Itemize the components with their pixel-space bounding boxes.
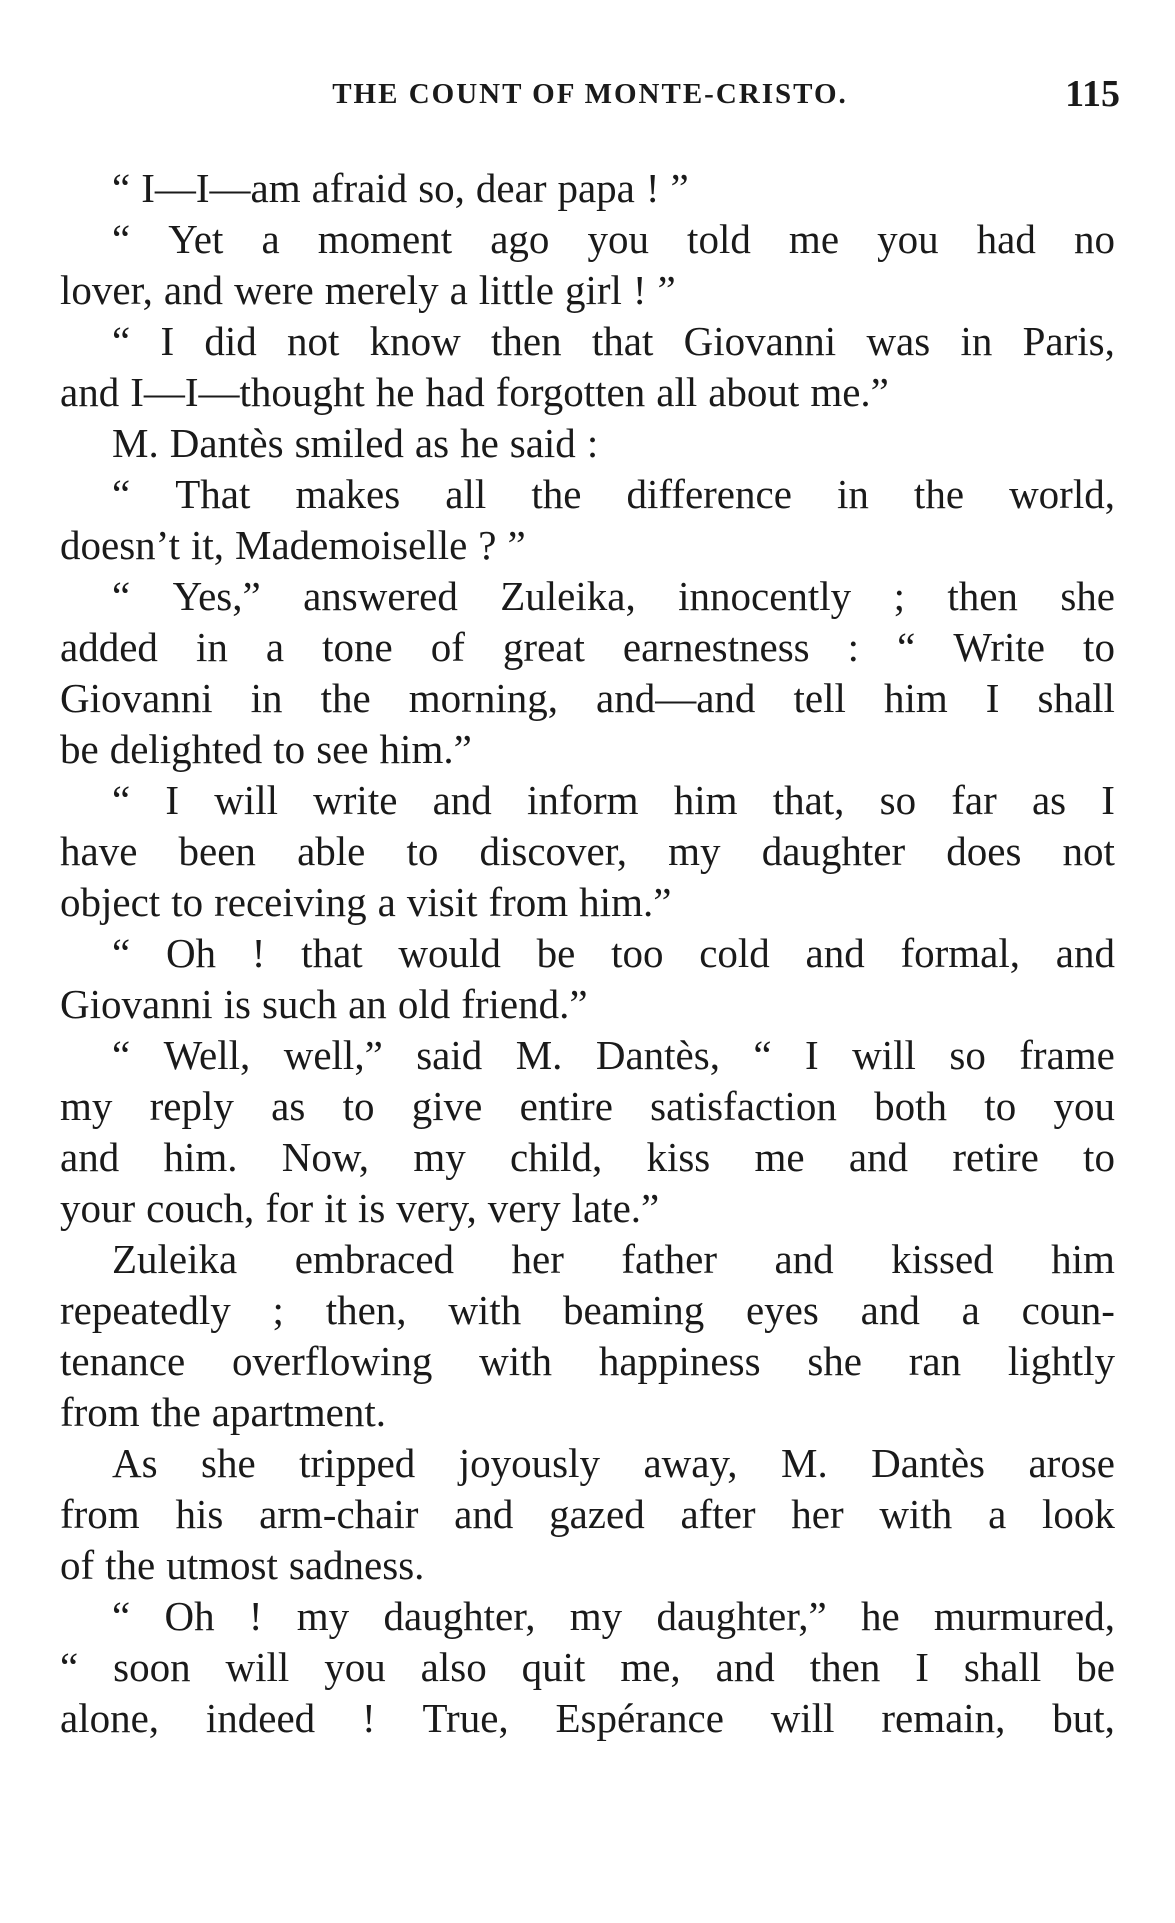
text-line [60, 163, 1115, 214]
word: and [774, 1236, 834, 1282]
word: Espérance [555, 1695, 724, 1741]
word: and [163, 267, 224, 313]
word: my [569, 1593, 623, 1639]
word: him [883, 675, 948, 721]
word: his [175, 1491, 224, 1537]
word: that, [772, 777, 845, 823]
word: delighted [109, 726, 263, 772]
word: old [397, 981, 451, 1027]
word: he [375, 369, 415, 415]
word: to [342, 1083, 375, 1129]
running-title: THE COUNT OF MONTE-CRISTO. [332, 78, 848, 110]
text-line [60, 775, 1115, 826]
word: able [297, 828, 366, 874]
word: an [348, 981, 387, 1027]
word: earnestness [622, 624, 810, 670]
text-line [60, 571, 1115, 622]
text-line [60, 469, 1115, 520]
word: I [165, 777, 180, 823]
word: to [1083, 624, 1115, 670]
text-line [60, 928, 1115, 979]
word: he [860, 1593, 900, 1639]
word: shall [1037, 675, 1115, 721]
word: smiled [294, 420, 404, 466]
word: and [60, 369, 120, 415]
word: about [708, 369, 800, 415]
word: all [445, 471, 487, 517]
text-line [60, 1387, 1115, 1438]
word: your [60, 1185, 136, 1231]
word: the [531, 471, 582, 517]
word: “ [112, 318, 131, 364]
word: very [487, 1185, 561, 1231]
text-line [60, 1234, 1115, 1285]
word: coun- [1021, 1287, 1115, 1333]
word: you [877, 216, 939, 262]
word: ago [490, 216, 550, 262]
text-line [60, 1489, 1115, 1540]
word: then, [325, 1287, 407, 1333]
word: that [301, 930, 363, 976]
word: to [273, 726, 306, 772]
word: I [985, 675, 1000, 721]
word: ! [645, 165, 660, 211]
word: been [178, 828, 256, 874]
word: I [160, 318, 175, 364]
word: Well, [163, 1032, 251, 1078]
word: object [60, 879, 161, 925]
word: so [949, 1032, 986, 1078]
word: in [836, 471, 869, 517]
text-line [60, 1591, 1115, 1642]
word: a [961, 1287, 980, 1333]
word: ran [908, 1338, 962, 1384]
word: ! [361, 1695, 376, 1741]
word: my [668, 828, 721, 874]
word: and [454, 1491, 514, 1537]
word: forgotten [495, 369, 646, 415]
word: him.” [579, 879, 672, 925]
word: was [866, 318, 931, 364]
word: look [1042, 1491, 1115, 1537]
word: would [398, 930, 501, 976]
word: him [673, 777, 738, 823]
word: apartment. [211, 1389, 386, 1435]
word: Dantès [871, 1440, 986, 1486]
word: the [320, 675, 371, 721]
word: indeed [205, 1695, 316, 1741]
word: I [1101, 777, 1115, 823]
word: ; [893, 573, 905, 619]
word: of [430, 624, 465, 670]
word: a [265, 624, 285, 670]
word: “ [112, 471, 131, 517]
word: entire [519, 1083, 613, 1129]
word: tone [322, 624, 393, 670]
word: you [587, 216, 649, 262]
word: friend.” [461, 981, 588, 1027]
word: embraced [294, 1236, 455, 1282]
word: my [296, 1593, 350, 1639]
word: lightly [1007, 1338, 1115, 1384]
word: Yes,” [172, 573, 261, 619]
word: sadness. [288, 1542, 425, 1588]
word: papa [557, 165, 635, 211]
word: M. [112, 420, 159, 466]
word: so, [418, 165, 465, 211]
word: had [976, 216, 1036, 262]
text-line [60, 1030, 1115, 1081]
word: doesn’t [60, 522, 180, 568]
word: ” [507, 522, 526, 568]
word: with [479, 1338, 553, 1384]
word: but, [1052, 1695, 1115, 1741]
word: formal, [900, 930, 1021, 976]
word: I [805, 1032, 819, 1078]
word: give [411, 1083, 483, 1129]
word: be [1076, 1644, 1115, 1690]
word: is [357, 1185, 386, 1231]
word: were [234, 267, 314, 313]
word: ; [272, 1287, 284, 1333]
word: tenance [60, 1338, 186, 1384]
word: then [947, 573, 1018, 619]
word: remain, [881, 1695, 1006, 1741]
word: True, [422, 1695, 509, 1741]
word: will [225, 1644, 290, 1690]
word: will [770, 1695, 835, 1741]
word: then [809, 1644, 881, 1690]
word: retire [952, 1134, 1039, 1180]
word: murmured, [933, 1593, 1115, 1639]
word: she [1060, 573, 1115, 619]
word: quit [521, 1644, 586, 1690]
word: him. [163, 1134, 238, 1180]
word: Zuleika [112, 1236, 238, 1282]
text-line [60, 622, 1115, 673]
word: me [788, 216, 840, 262]
word: Now, [281, 1134, 370, 1180]
word: from [60, 1389, 140, 1435]
word: me.” [810, 369, 889, 415]
word: know [369, 318, 461, 364]
word: late.” [571, 1185, 660, 1231]
word: well,” [283, 1032, 383, 1078]
word: a [261, 216, 280, 262]
text-line [60, 826, 1115, 877]
word: morning, [408, 675, 558, 721]
word: and [805, 930, 865, 976]
word: ! [632, 267, 647, 313]
word: tripped [299, 1440, 416, 1486]
text-line [60, 520, 1115, 571]
text-line [60, 877, 1115, 928]
word: “ [112, 1032, 131, 1078]
word: overflowing [231, 1338, 433, 1384]
word: “ [112, 1593, 131, 1639]
word: you [1053, 1083, 1115, 1129]
word: eyes [745, 1287, 819, 1333]
word: Mademoiselle [235, 522, 468, 568]
word: and [60, 1134, 120, 1180]
word: such [261, 981, 338, 1027]
word: too [611, 930, 664, 976]
word: will [214, 777, 278, 823]
word: arm-chair [259, 1491, 419, 1537]
word: as [271, 1083, 306, 1129]
word: afraid [311, 165, 408, 211]
word: great [502, 624, 585, 670]
text-line [60, 316, 1115, 367]
word: to [984, 1083, 1017, 1129]
word: to [1083, 1134, 1115, 1180]
word: child, [509, 1134, 603, 1180]
word: my [60, 1083, 113, 1129]
word: merely [324, 267, 439, 313]
word: world, [1009, 471, 1115, 517]
word: a [449, 267, 468, 313]
text-line [60, 1183, 1115, 1234]
word: as [414, 420, 450, 466]
word: it [324, 1185, 347, 1231]
word: Giovanni [683, 318, 837, 364]
word: no [1073, 216, 1115, 262]
word: As [112, 1440, 158, 1486]
word: gazed [549, 1491, 645, 1537]
word: repeatedly [60, 1287, 231, 1333]
word: of [60, 1542, 95, 1588]
word: to [406, 828, 439, 874]
word: frame [1019, 1032, 1115, 1078]
word: from [488, 879, 569, 925]
word: tell [793, 675, 846, 721]
word: my [413, 1134, 466, 1180]
word: “ [112, 216, 131, 262]
word: a [377, 879, 396, 925]
word: be [536, 930, 576, 976]
word: the [150, 1389, 201, 1435]
word: ? [478, 522, 497, 568]
word: write [313, 777, 398, 823]
word: lover, [60, 267, 153, 313]
word: “ [112, 930, 131, 976]
word: a [988, 1491, 1007, 1537]
word: Write [953, 624, 1046, 670]
word: daughter [761, 828, 906, 874]
body-text [60, 163, 1115, 1744]
word: utmost [166, 1542, 278, 1588]
text-line [60, 673, 1115, 724]
text-line [60, 1285, 1115, 1336]
text-line [60, 214, 1115, 265]
text-line [60, 367, 1115, 418]
page-number: 115 [1065, 73, 1120, 115]
text-line [60, 1642, 1115, 1693]
word: her [791, 1491, 844, 1537]
word: little [478, 267, 554, 313]
word: away, [643, 1440, 738, 1486]
word: Paris, [1022, 318, 1115, 364]
word: I [915, 1644, 929, 1690]
word: couch, [146, 1185, 255, 1231]
word: in [250, 675, 283, 721]
word: ” [657, 267, 676, 313]
word: moment [317, 216, 453, 262]
word: shall [963, 1644, 1042, 1690]
word: Dantès, [595, 1032, 720, 1078]
word: : [847, 624, 860, 670]
word: him.” [379, 726, 472, 772]
word: had [425, 369, 485, 415]
word: “ [60, 1644, 79, 1690]
word: kiss [646, 1134, 711, 1180]
word: me, [620, 1644, 681, 1690]
word: it, [190, 522, 225, 568]
word: “ [897, 624, 916, 670]
word: ! [251, 930, 266, 976]
word: and [860, 1287, 920, 1333]
word: did [204, 318, 257, 364]
word: will [852, 1032, 916, 1078]
word: and [848, 1134, 909, 1180]
text-line [60, 418, 1115, 469]
word: said [416, 1032, 483, 1078]
word: for [265, 1185, 314, 1231]
word: difference [626, 471, 792, 517]
word: dear [475, 165, 547, 211]
word: arose [1028, 1440, 1115, 1486]
word: said [509, 420, 576, 466]
word: in [960, 318, 993, 364]
word: ! [248, 1593, 263, 1639]
word: Giovanni [60, 981, 213, 1027]
word: Oh [164, 1593, 215, 1639]
text-line [60, 1693, 1115, 1744]
word: “ [753, 1032, 772, 1078]
word: “ [112, 777, 131, 823]
word: also [420, 1644, 487, 1690]
word: M. [515, 1032, 563, 1078]
word: told [687, 216, 751, 262]
word: and [1055, 930, 1115, 976]
word: joyously [458, 1440, 600, 1486]
word: all [656, 369, 698, 415]
word: not [287, 318, 340, 364]
word: innocently [678, 573, 852, 619]
word: and—and [596, 675, 756, 721]
word: Zuleika, [500, 573, 636, 619]
word: that [591, 318, 654, 364]
word: daughter,” [656, 1593, 827, 1639]
word: alone, [60, 1695, 160, 1741]
word: makes [295, 471, 401, 517]
word: does [946, 828, 1022, 874]
word: her [511, 1236, 564, 1282]
word: him [1051, 1236, 1115, 1282]
word: and [432, 777, 492, 823]
word: cold [699, 930, 770, 976]
word: and [715, 1644, 775, 1690]
text-line [60, 979, 1115, 1030]
word: she [201, 1440, 256, 1486]
word: have [60, 828, 138, 874]
word: with [448, 1287, 522, 1333]
word: then [491, 318, 562, 364]
text-line [60, 1540, 1115, 1591]
word: added [60, 624, 158, 670]
word: the [105, 1542, 156, 1588]
word: not [1062, 828, 1115, 874]
word: visit [406, 879, 478, 925]
word: see [316, 726, 369, 772]
text-line [60, 265, 1115, 316]
word: you [324, 1644, 386, 1690]
word: me [754, 1134, 805, 1180]
word: discover, [479, 828, 628, 874]
text-line [60, 724, 1115, 775]
word: so [879, 777, 917, 823]
word: inform [526, 777, 639, 823]
text-line [60, 1438, 1115, 1489]
word: is [223, 981, 251, 1027]
word: to [171, 879, 204, 925]
word: beaming [563, 1287, 705, 1333]
running-head [60, 72, 1120, 122]
word: satisfaction [650, 1083, 837, 1129]
word: I—I—am [141, 165, 301, 211]
word: : [586, 420, 599, 466]
word: reply [149, 1083, 234, 1129]
word: girl [564, 267, 622, 313]
text-line [60, 1081, 1115, 1132]
word: M. [780, 1440, 828, 1486]
word: in [195, 624, 228, 670]
word: she [807, 1338, 862, 1384]
text-line [60, 1336, 1115, 1387]
word: Yet [168, 216, 224, 262]
word: That [175, 471, 251, 517]
word: ” [670, 165, 689, 211]
word: father [621, 1236, 717, 1282]
word: “ [112, 165, 131, 211]
word: as [1031, 777, 1067, 823]
word: daughter, [383, 1593, 536, 1639]
word: from [60, 1491, 140, 1537]
word: the [913, 471, 965, 517]
text-line [60, 1132, 1115, 1183]
word: kissed [891, 1236, 994, 1282]
word: with [879, 1491, 953, 1537]
word: receiving [214, 879, 367, 925]
word: far [951, 777, 997, 823]
word: soon [113, 1644, 191, 1690]
word: both [874, 1083, 948, 1129]
word: be [60, 726, 99, 772]
word: after [680, 1491, 756, 1537]
word: I—I—thought [130, 369, 365, 415]
word: he [460, 420, 499, 466]
word: answered [303, 573, 458, 619]
word: Oh [165, 930, 217, 976]
word: Giovanni [60, 675, 213, 721]
word: “ [112, 573, 131, 619]
word: very, [396, 1185, 477, 1231]
word: happiness [598, 1338, 761, 1384]
word: Dantès [169, 420, 284, 466]
